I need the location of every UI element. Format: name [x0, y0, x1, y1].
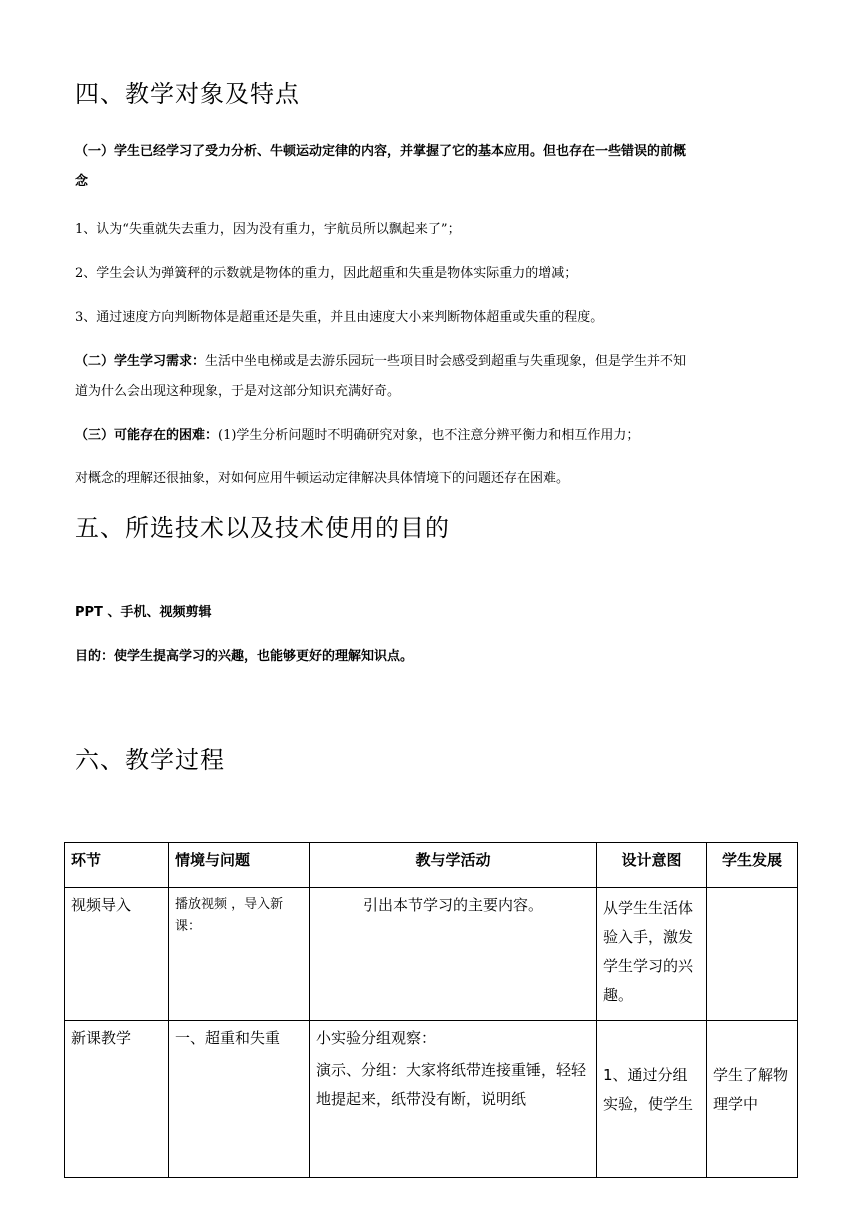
table-row: [65, 1021, 798, 1178]
para-1-line-2: 念: [75, 174, 89, 189]
learning-need-text: 生活中坐电梯或是去游乐园玩一些项目时会感受到超重与失重现象，但是学生并不知: [205, 354, 687, 369]
learning-need-line-2: 道为什么会出现这种现象，于是对这部分知识充满好奇。: [75, 384, 401, 399]
teaching-process-table: [64, 842, 798, 1178]
learning-need-line-1: [75, 350, 795, 369]
cell-development: 学生了解物理学中: [707, 1021, 798, 1178]
cell-activity: 引出本节学习的主要内容。: [310, 888, 597, 1021]
cell-stage: 新课教学: [65, 1021, 169, 1178]
para-1-line-1: （一）学生已经学习了受力分析、牛顿运动定律的内容，并掌握了它的基本应用。但也存在一些错误的前概: [75, 144, 687, 159]
difficulty-label: （三）可能存在的困难：: [75, 428, 219, 443]
difficulty-line-2: 对概念的理解还很抽象，对如何应用牛顿运动定律解决具体情境下的问题还存在困难。: [75, 471, 570, 486]
header-activity: 教与学活动: [310, 843, 597, 888]
section-6-title: 六、教学过程: [75, 746, 225, 774]
table-row: [65, 888, 798, 1021]
cell-stage: 视频导入: [65, 888, 169, 1021]
item-3: 3、通过速度方向判断物体是超重还是失重，并且由速度大小来判断物体超重或失重的程度。: [75, 310, 604, 325]
difficulty-line-1: [75, 424, 795, 443]
tech-purpose: 目的：使学生提高学习的兴趣，也能够更好的理解知识点。: [75, 649, 414, 664]
activity-line-2: 演示、分组：大家将纸带连接重锤，轻轻地提起来，纸带没有断，说明纸: [316, 1061, 587, 1108]
section-4-title: 四、教学对象及特点: [75, 80, 300, 108]
header-intent: 设计意图: [597, 843, 707, 888]
item-1: 1、认为“失重就失去重力，因为没有重力，宇航员所以飘起来了”；: [75, 222, 461, 237]
table-header-row: [65, 843, 798, 888]
header-stage: 环节: [65, 843, 169, 888]
cell-situation: 播放视频 ，导入新课：: [169, 888, 310, 1021]
activity-line-1: 小实验分组观察：: [316, 1029, 437, 1047]
header-development: 学生发展: [707, 843, 798, 888]
header-situation: 情境与问题: [169, 843, 310, 888]
cell-situation: 一、超重和失重: [169, 1021, 310, 1178]
learning-need-label: （二）学生学习需求：: [75, 354, 206, 369]
cell-intent: 从学生生活体验入手，激发学生学习的兴趣。: [597, 888, 707, 1021]
cell-activity: [310, 1021, 597, 1178]
section-5-title: 五、所选技术以及技术使用的目的: [75, 514, 450, 542]
difficulty-text: (1)学生分析问题时不明确研究对象，也不注意分辨平衡力和相互作用力；: [218, 428, 640, 443]
cell-intent: 1、通过分组实验，使学生: [597, 1021, 707, 1178]
tech-list: PPT 、手机、视频剪辑: [75, 605, 212, 620]
item-2: 2、学生会认为弹簧秤的示数就是物体的重力，因此超重和失重是物体实际重力的增减；: [75, 266, 578, 281]
cell-development: [707, 888, 798, 1021]
